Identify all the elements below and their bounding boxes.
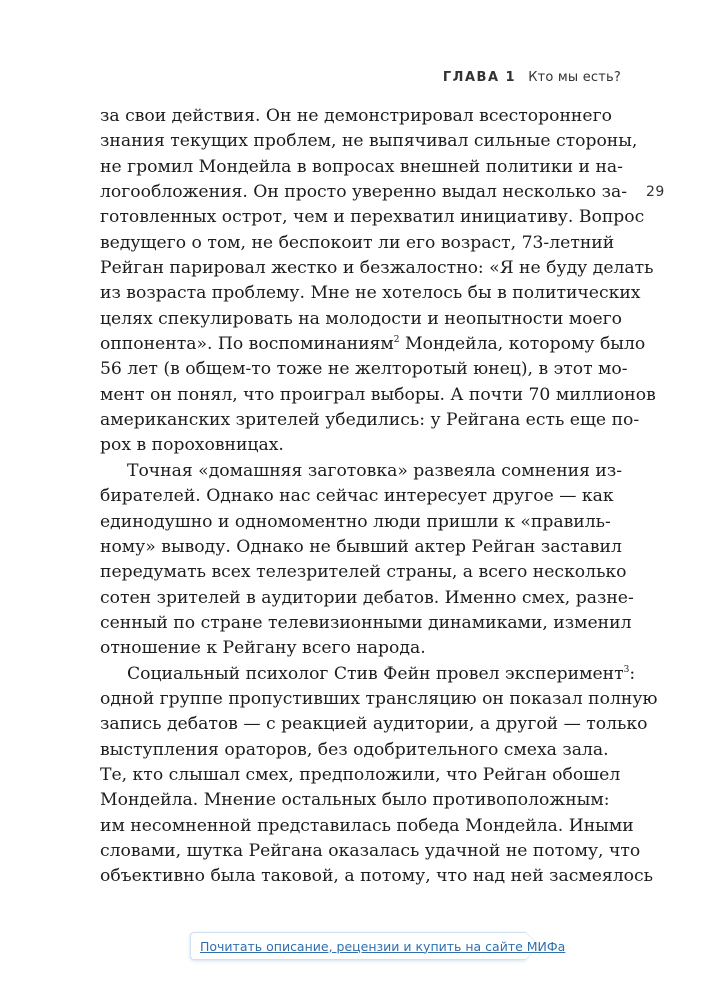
text-fragment: : xyxy=(629,663,636,684)
chapter-title: Кто мы есть? xyxy=(528,70,621,85)
footnote-ref-2[interactable]: 2 xyxy=(393,335,400,346)
text-line: целях спекулировать на молодости и неопытности моего xyxy=(100,308,622,329)
purchase-link-banner[interactable] xyxy=(190,932,566,960)
text-line: сотен зрителей в аудитории дебатов. Именно смех, разне- xyxy=(100,587,634,608)
text-line: запись дебатов — с реакцией аудитории, а другой — только xyxy=(100,714,648,735)
text-fragment: Мондейла, которому было xyxy=(399,334,646,355)
text-line: передумать всех телезрителей страны, а всего несколько xyxy=(100,562,627,583)
text-line: бирателей. Однако нас сейчас интересует другое — как xyxy=(100,486,614,507)
text-line: им несомненной представилась победа Мондейла. Иными xyxy=(100,815,634,836)
text-line: ведущего о том, не беспокоит ли его возраст, 73-летний xyxy=(100,232,615,253)
text-line: из возраста проблему. Мне не хотелось бы в политических xyxy=(100,283,641,304)
chapter-label: ГЛАВА 1 xyxy=(442,70,517,85)
text-line: Мондейла. Мнение остальных было противоположным: xyxy=(100,790,610,811)
text-line: словами, шутка Рейгана оказалась удачной не потому, что xyxy=(100,840,641,861)
text-line: сенный по стране телевизионными динамиками, изменил xyxy=(100,612,632,633)
text-line: единодушно и одномоментно люди пришли к «правиль- xyxy=(100,511,611,532)
text-line: готовленных острот, чем и перехватил инициативу. Вопрос xyxy=(100,207,645,228)
text-line: Рейган парировал жестко и безжалостно: «Я не буду делать xyxy=(100,258,654,279)
text-line xyxy=(100,332,646,357)
text-line xyxy=(100,662,636,687)
text-line: американских зрителей убедились: у Рейгана есть еще по- xyxy=(100,410,640,431)
text-line: ному» выводу. Однако не бывший актер Рейган заставил xyxy=(100,536,622,557)
text-line: рох в пороховницах. xyxy=(100,435,284,456)
text-line: Те, кто слышал смех, предположили, что Рейган обошел xyxy=(100,764,621,785)
text-line: выступления ораторов, без одобрительного смеха зала. xyxy=(100,739,609,760)
text-line: 56 лет (в общем-то тоже не желторотый юнец), в этот мо- xyxy=(100,359,628,380)
text-line: одной группе пропустивших трансляцию он показал полную xyxy=(100,688,658,709)
text-line: мент он понял, что проиграл выборы. А почти 70 миллионов xyxy=(100,384,656,405)
text-line: отношение к Рейгану всего народа. xyxy=(100,638,426,659)
running-head xyxy=(443,70,621,85)
text-line: Точная «домашняя заготовка» развеяла сомнения из- xyxy=(127,460,623,481)
text-line: не громил Мондейла в вопросах внешней политики и на- xyxy=(100,156,623,177)
footnote-ref-3[interactable]: 3 xyxy=(623,664,630,675)
text-line: объективно была таковой, а потому, что над ней засмеялось xyxy=(100,866,653,887)
page-number: 29 xyxy=(646,184,665,200)
text-line: логообложения. Он просто уверенно выдал несколько за- xyxy=(100,182,628,203)
text-fragment: Социальный психолог Стив Фейн провел эксперимент xyxy=(127,663,624,684)
text-line: знания текущих проблем, не выпячивал сильные стороны, xyxy=(100,131,638,152)
purchase-link[interactable]: Почитать описание, рецензии и купить на сайте МИФа xyxy=(200,938,566,954)
text-line: за свои действия. Он не демонстрировал всестороннего xyxy=(100,106,612,126)
text-fragment: оппонента». По воспоминаниям xyxy=(100,334,394,355)
